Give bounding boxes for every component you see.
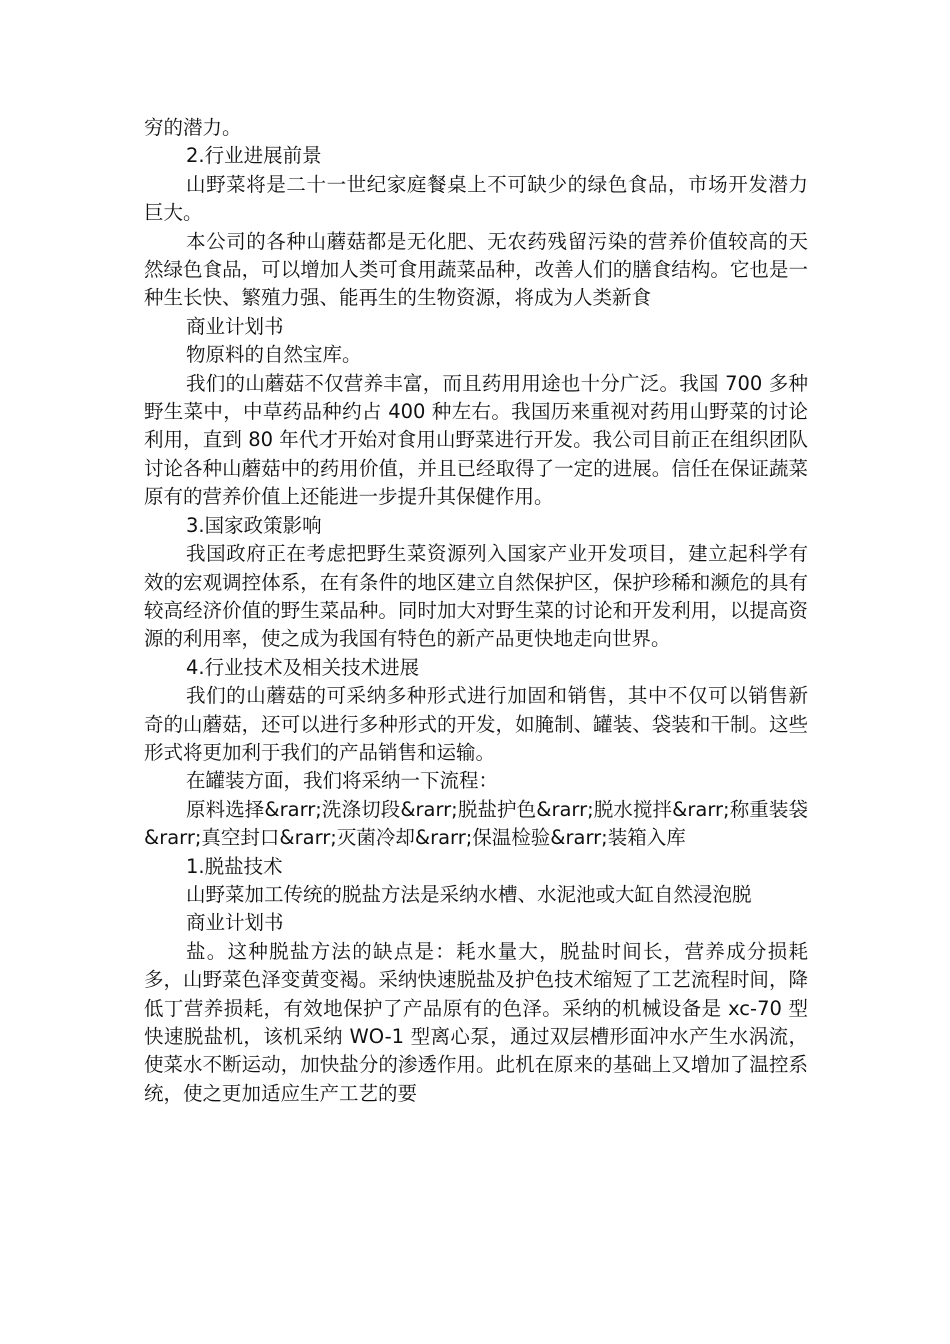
paragraph-natural-resource: 物原料的自然宝库。 (186, 343, 362, 367)
section-heading-national-policy: 3.国家政策影响 (186, 513, 322, 537)
paragraph-company-mushrooms: 本公司的各种山蘑菇都是无化肥、无农药残留污染的营养价值较高的天然绿色食品，可以增加人类可食用蔬菜品种，改善人们的膳食结构。它也是一种生长快、繁殖力强、能再生的生物资源，将成为人类新食 (144, 229, 808, 310)
document-page (144, 114, 808, 1108)
paragraph-process-flow: 原料选择&rarr;洗涤切段&rarr;脱盐护色&rarr;脱水搅拌&rarr;称重装袋&rarr;真空封口&rarr;灭菌冷却&rarr;保温检验&rarr;装箱入库 (144, 797, 808, 850)
page-header-business-plan: 商业计划书 (186, 314, 284, 338)
paragraph-canning-intro: 在罐装方面，我们将采纳一下流程： (186, 769, 499, 793)
paragraph-continuation: 穷的潜力。 (144, 116, 242, 139)
paragraph-market-potential: 山野菜将是二十一世纪家庭餐桌上不可缺少的绿色食品，市场开发潜力巨大。 (144, 172, 808, 225)
paragraph-government-policy: 我国政府正在考虑把野生菜资源列入国家产业开发项目，建立起科学有效的宏观调控体系，在有条件的地区建立自然保护区，保护珍稀和濒危的具有较高经济价值的野生菜品种。同时加大对野生菜的讨论和开发利用，以提高资源的利用率，使之成为我国有特色的新产品更快地走向世界。 (144, 542, 808, 651)
section-heading-desalting: 1.脱盐技术 (186, 854, 283, 878)
paragraph-processing-forms: 我们的山蘑菇的可采纳多种形式进行加固和销售，其中不仅可以销售新奇的山蘑菇，还可以进行多种形式的开发，如腌制、罐装、袋装和干制。这些形式将更加利于我们的产品销售和运输。 (144, 684, 808, 764)
paragraph-traditional-desalting: 山野菜加工传统的脱盐方法是采纳水槽、水泥池或大缸自然浸泡脱 (186, 882, 752, 906)
section-heading-technology: 4.行业技术及相关技术进展 (186, 655, 420, 679)
section-heading-industry-prospects: 2.行业进展前景 (186, 144, 322, 168)
paragraph-medicinal-use: 我们的山蘑菇不仅营养丰富，而且药用用途也十分广泛。我国 700 多种野生菜中，中草药品种约占 400 种左右。我国历来重视对药用山野菜的讨论利用，直到 80 年代才开始对食用山野菜进行开发。我公司目前正在组织团队讨论各种山蘑菇中的药用价值，并且已经取得了一定的进展。信任在保证蔬菜原有的营养价值上还能进一步提升其保健作用。 (144, 371, 808, 509)
page-header-business-plan-2: 商业计划书 (186, 911, 284, 935)
paragraph-desalting-machine: 盐。这种脱盐方法的缺点是：耗水量大，脱盐时间长，营养成分损耗多，山野菜色泽变黄变褐。采纳快速脱盐及护色技术缩短了工艺流程时间，降低丁营养损耗，有效地保护了产品原有的色泽。采纳的机械设备是 xc-70 型快速脱盐机，该机采纳 WO-1 型离心泵，通过双层槽形面冲水产生水涡流，使菜水不断运动，加快盐分的渗透作用。此机在原来的基础上又增加了温控系统，使之更加适应生产工艺的要 (144, 939, 808, 1105)
